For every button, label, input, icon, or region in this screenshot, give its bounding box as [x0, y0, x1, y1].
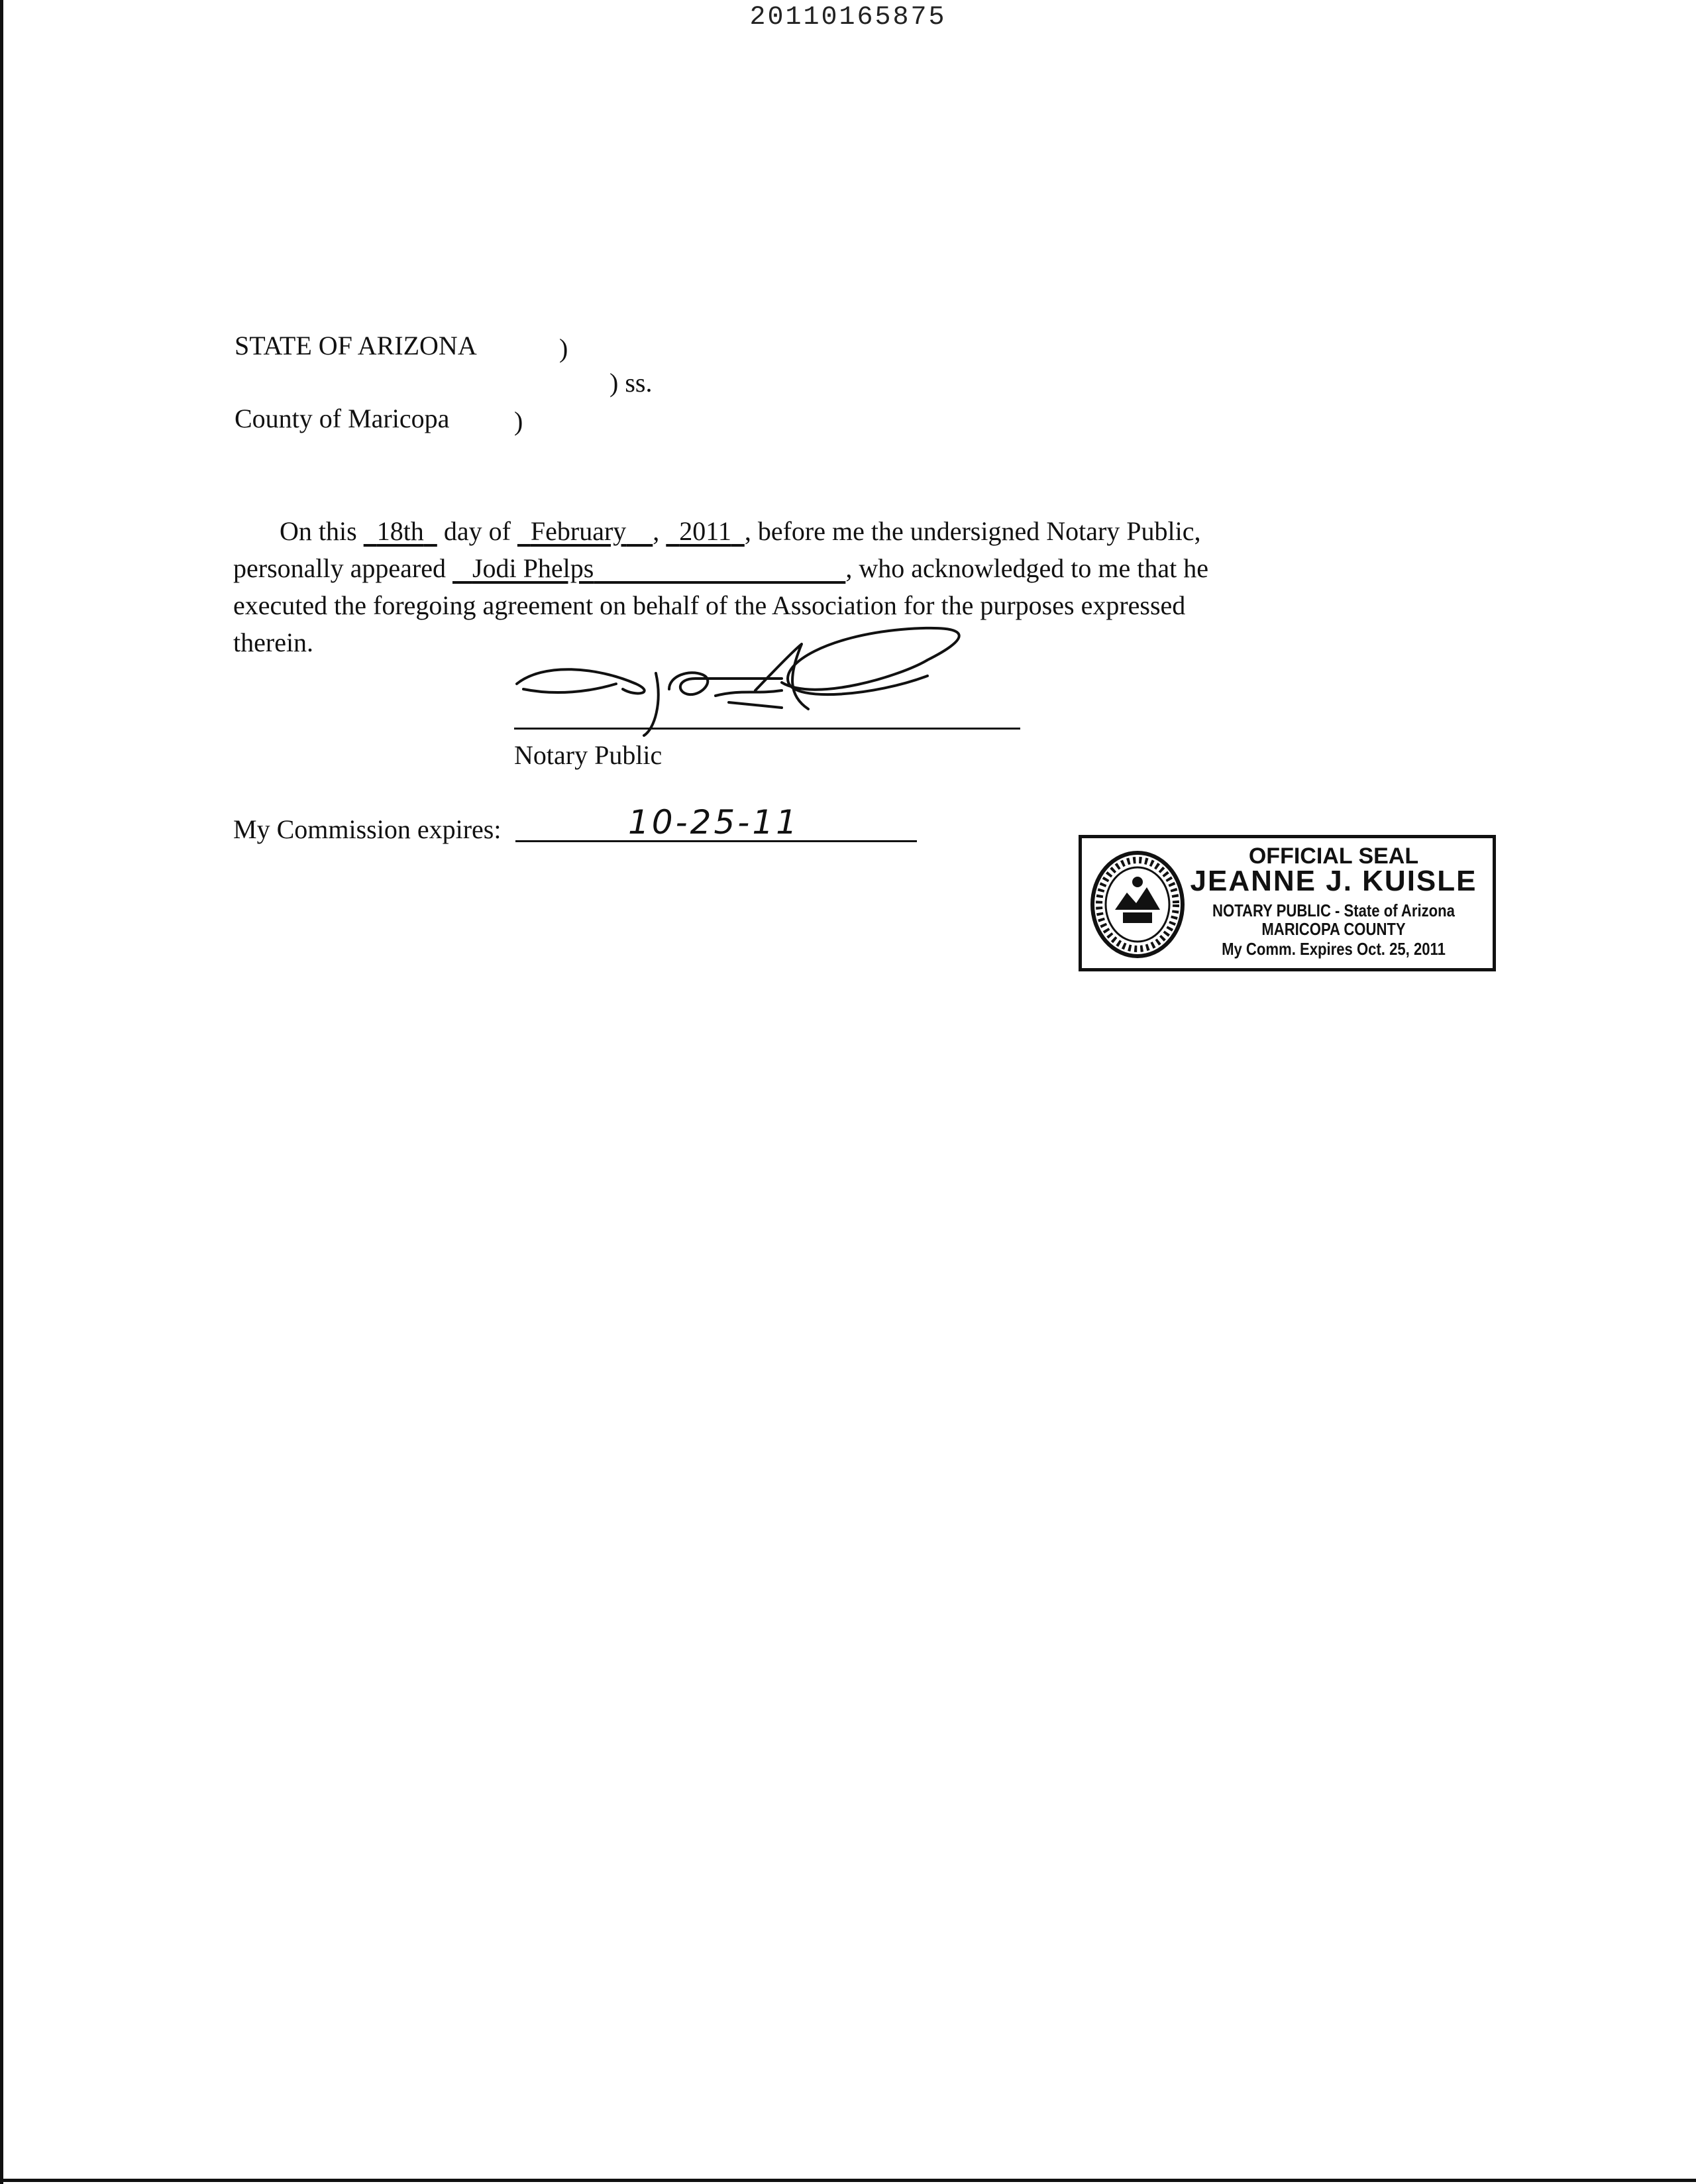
seal-notary-name: JEANNE J. KUISLE: [1190, 865, 1477, 897]
acknowledgment-year: 2011: [679, 516, 731, 546]
seal-expiration: My Comm. Expires Oct. 25, 2011: [1222, 939, 1446, 959]
seal-county: MARICOPA COUNTY: [1261, 919, 1406, 939]
scan-border-left: [0, 0, 3, 2184]
notary-signature: [504, 623, 1047, 742]
notary-seal-stamp: [1079, 835, 1496, 971]
acknowledgment-person: Jodi Phelps: [472, 553, 594, 583]
document-number: 20110165875: [749, 3, 947, 32]
commission-label: My Commission expires:: [233, 814, 502, 844]
acknowledgment-line-2: personally appeared Jodi Phelps , who acknowledged to me that he: [233, 553, 1208, 583]
commission-date: 10-25-11: [628, 803, 800, 842]
venue-paren-1: ): [559, 333, 568, 363]
seal-title: OFFICIAL SEAL: [1248, 844, 1419, 869]
acknowledgment-line-1: On this 18th day of February , 2011 , before me the undersigned Notary Public,: [280, 516, 1201, 546]
signature-label: Notary Public: [514, 740, 662, 770]
acknowledgment-line-4: therein.: [233, 628, 314, 657]
acknowledgment-line-3: executed the foregoing agreement on behalf of the Association for the purposes expressed: [233, 590, 1186, 620]
acknowledgment-day: 18th: [376, 516, 424, 546]
great-seal-of-arizona-icon: [1088, 846, 1189, 963]
scan-border-bottom: [0, 2179, 1696, 2182]
venue-paren-2: ): [514, 406, 523, 436]
venue-ss: ) ss.: [610, 368, 653, 398]
seal-notary-state: NOTARY PUBLIC - State of Arizona: [1212, 901, 1455, 920]
venue-state: STATE OF ARIZONA: [235, 331, 477, 360]
signature-line: [514, 728, 1020, 730]
venue-county: County of Maricopa: [235, 404, 450, 433]
acknowledgment-month: February: [530, 516, 627, 546]
